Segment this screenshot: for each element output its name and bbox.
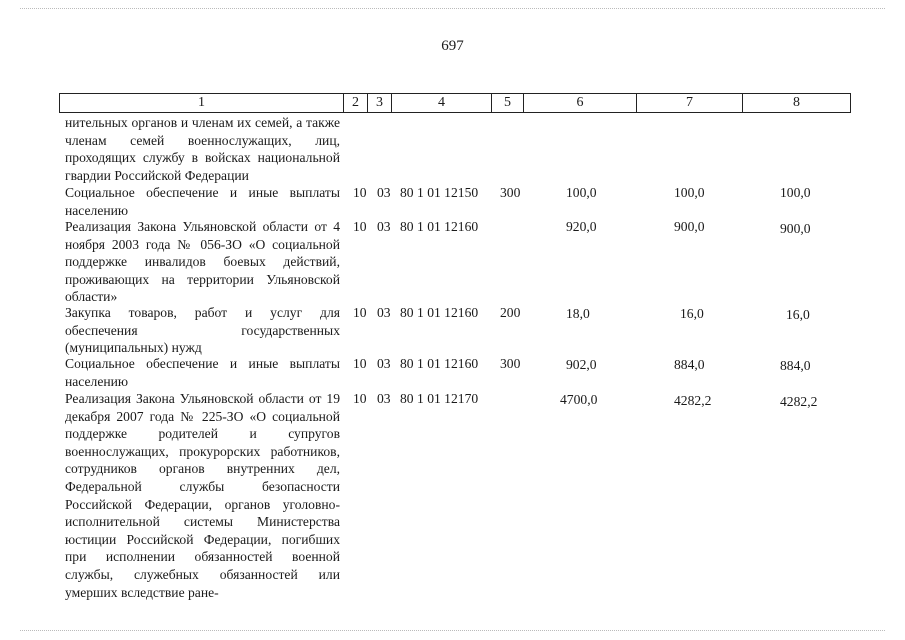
table-row-name: Закупка товаров, работ и услуг для обеспечения государственных (муниципальных) нужд bbox=[65, 305, 340, 356]
cell-amount-3: 16,0 bbox=[786, 307, 810, 322]
table-header bbox=[59, 93, 851, 113]
cell-amount-3: 4282,2 bbox=[780, 394, 818, 409]
cell-section: 10 bbox=[353, 185, 367, 200]
table-row-name: нительных органов и членам их семей, а также членам семей военнослужащих, лиц, проходящих службу в войсках национальной гвардии Российской Федерации bbox=[65, 115, 340, 183]
cell-subsection: 03 bbox=[377, 305, 391, 320]
table-row-name: Социальное обеспечение и иные выплаты населению bbox=[65, 356, 340, 389]
cell-amount-3: 900,0 bbox=[780, 221, 811, 236]
cell-amount-1: 100,0 bbox=[566, 185, 597, 200]
scan-edge-bottom bbox=[20, 630, 885, 632]
cell-target-article: 80 1 01 12150 bbox=[400, 185, 479, 200]
cell-subsection: 03 bbox=[377, 391, 391, 406]
cell-subsection: 03 bbox=[377, 185, 391, 200]
cell-section: 10 bbox=[353, 356, 367, 371]
header-col-5: 5 bbox=[492, 94, 524, 112]
header-col-8: 8 bbox=[793, 95, 800, 110]
header-col-3: 3 bbox=[368, 94, 392, 112]
cell-amount-3: 100,0 bbox=[780, 185, 811, 200]
header-col-4: 4 bbox=[392, 94, 492, 112]
table-row-name: Социальное обеспечение и иные выплаты населению bbox=[65, 185, 340, 218]
cell-subsection: 03 bbox=[377, 219, 391, 234]
page-number: 697 bbox=[441, 38, 464, 54]
cell-target-article: 80 1 01 12170 bbox=[400, 391, 479, 406]
cell-expense-type: 300 bbox=[500, 185, 521, 200]
cell-amount-2: 884,0 bbox=[674, 357, 705, 372]
scan-edge-top bbox=[20, 8, 885, 10]
cell-amount-1: 4700,0 bbox=[560, 392, 598, 407]
header-col-7: 7 bbox=[637, 94, 743, 112]
table-row-name: Реализация Закона Ульяновской области от 4 ноября 2003 года № 056-ЗО «О социальной поддержке инвалидов боевых действий, проживающих на территории Ульяновской области» bbox=[65, 219, 340, 305]
cell-amount-1: 920,0 bbox=[566, 219, 597, 234]
header-col-1: 1 bbox=[60, 94, 344, 112]
cell-target-article: 80 1 01 12160 bbox=[400, 356, 479, 371]
cell-amount-1: 902,0 bbox=[566, 357, 597, 372]
cell-amount-2: 4282,2 bbox=[674, 393, 712, 408]
cell-section: 10 bbox=[353, 219, 367, 234]
cell-amount-2: 900,0 bbox=[674, 219, 705, 234]
table-row-name: Реализация Закона Ульяновской области от 19 декабря 2007 года № 225-ЗО «О социальной поддержке родителей и супругов военнослужащих, прокурорских работников, сотрудников органов внутренних дел, Федеральной службы безопасности Российской Федерации, органов уголовно-исполнительной системы Министерства юстиции Российской Федерации, погибших при исполнении обязанностей военной службы, служебных обязанностей или умерших вследствие ране- bbox=[65, 391, 340, 600]
cell-subsection: 03 bbox=[377, 356, 391, 371]
cell-expense-type: 200 bbox=[500, 305, 521, 320]
header-col-2: 2 bbox=[344, 94, 368, 112]
cell-section: 10 bbox=[353, 305, 367, 320]
cell-amount-1: 18,0 bbox=[566, 306, 590, 321]
cell-amount-2: 16,0 bbox=[680, 306, 704, 321]
cell-target-article: 80 1 01 12160 bbox=[400, 305, 479, 320]
cell-amount-2: 100,0 bbox=[674, 185, 705, 200]
cell-section: 10 bbox=[353, 391, 367, 406]
cell-expense-type: 300 bbox=[500, 356, 521, 371]
cell-amount-3: 884,0 bbox=[780, 358, 811, 373]
cell-target-article: 80 1 01 12160 bbox=[400, 219, 479, 234]
header-col-6: 6 bbox=[524, 94, 637, 112]
